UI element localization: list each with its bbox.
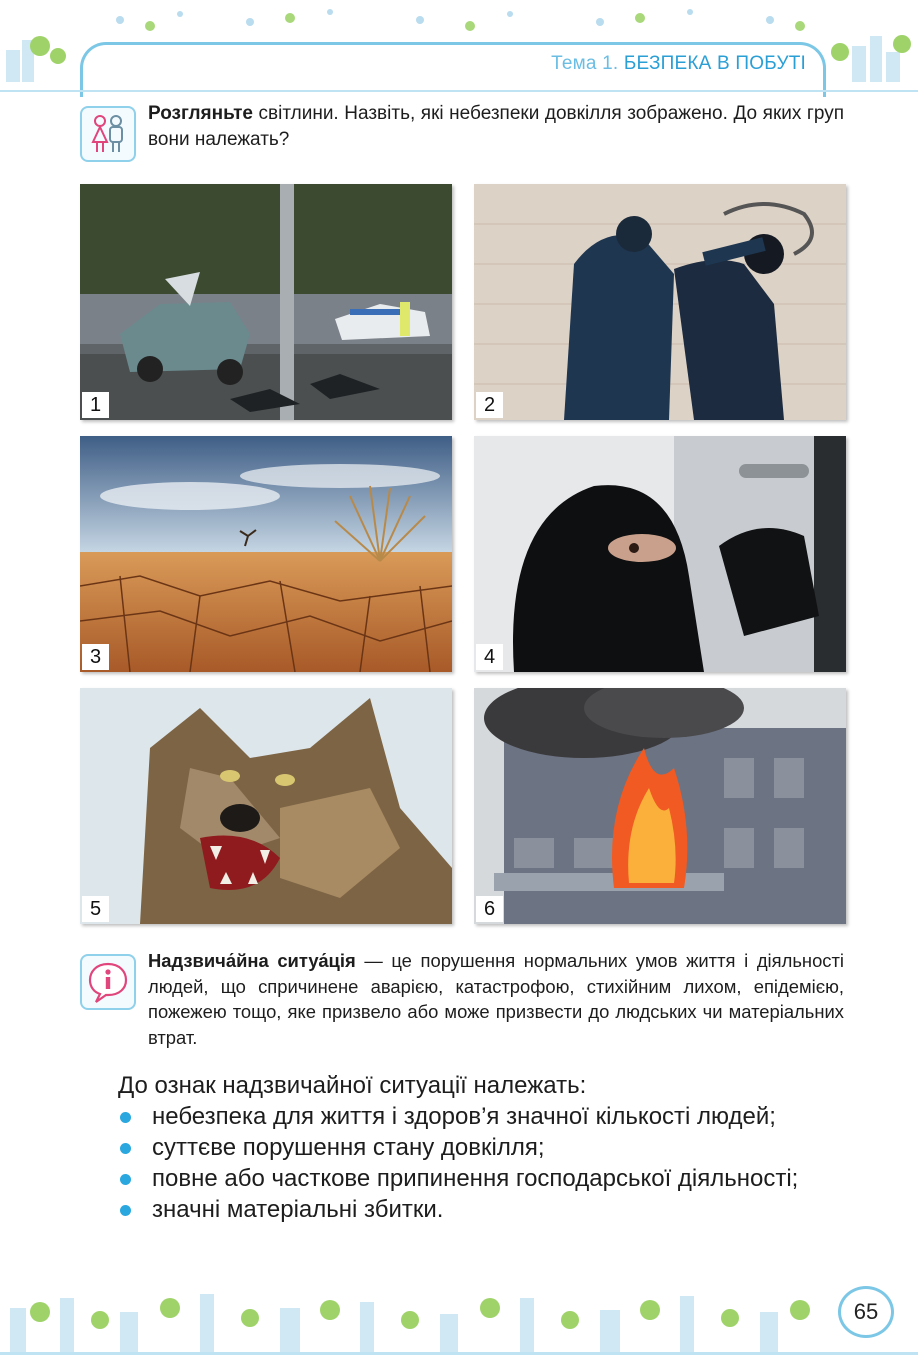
definition-body: — це порушення нормальних умов життя і діяльності людей, що спричинене аварією, катастрофою, стихійним лихом, епідемією, пожежею тощо, яке призвело або може призвести до людських чи матеріальних втрат. [148, 950, 844, 1048]
signs-intro: До ознак надзвичайної ситуації належать: [118, 1072, 587, 1099]
signs-list [118, 1070, 858, 1225]
task-body: світлини. Назвіть, які небезпеки довкілля зображено. До яких груп вони належать? [148, 103, 844, 150]
drought-image [80, 436, 452, 672]
list-item: повне або часткове припинення господарської діяльності; [118, 1163, 858, 1194]
running-header [551, 53, 806, 75]
street-assault-image [474, 184, 846, 420]
photo-number: 3 [82, 644, 109, 670]
bullet-icon [120, 1143, 131, 1154]
task-instruction [148, 101, 844, 153]
list-item: суттєве порушення стану довкілля; [118, 1132, 858, 1163]
header-divider [0, 90, 918, 92]
page-number: 65 [838, 1286, 894, 1338]
photo-number: 4 [476, 644, 503, 670]
info-icon [80, 954, 136, 1010]
car-accident-image [80, 184, 452, 420]
bullet-icon [120, 1112, 131, 1123]
list-item: значні матеріальні збитки. [118, 1194, 858, 1225]
people-icon [80, 106, 136, 162]
bullet-icon [120, 1205, 131, 1216]
list-item: небезпека для життя і здоров’я значної кількості людей; [118, 1101, 858, 1132]
definition-text [148, 948, 844, 1050]
burglar-image [474, 436, 846, 672]
photo-number: 1 [82, 392, 109, 418]
topic-label: Тема 1. [551, 53, 619, 74]
photo-number: 2 [476, 392, 503, 418]
wolf-image [80, 688, 452, 924]
task-lead: Розгляньте [148, 103, 253, 124]
building-fire-image [474, 688, 846, 924]
photo-number: 5 [82, 896, 109, 922]
section-title: БЕЗПЕКА В ПОБУТІ [623, 53, 806, 74]
bottom-decoration [0, 1268, 918, 1360]
bullet-icon [120, 1174, 131, 1185]
photo-number: 6 [476, 896, 503, 922]
definition-term: Надзвича́йна ситуа́ція [148, 950, 356, 971]
